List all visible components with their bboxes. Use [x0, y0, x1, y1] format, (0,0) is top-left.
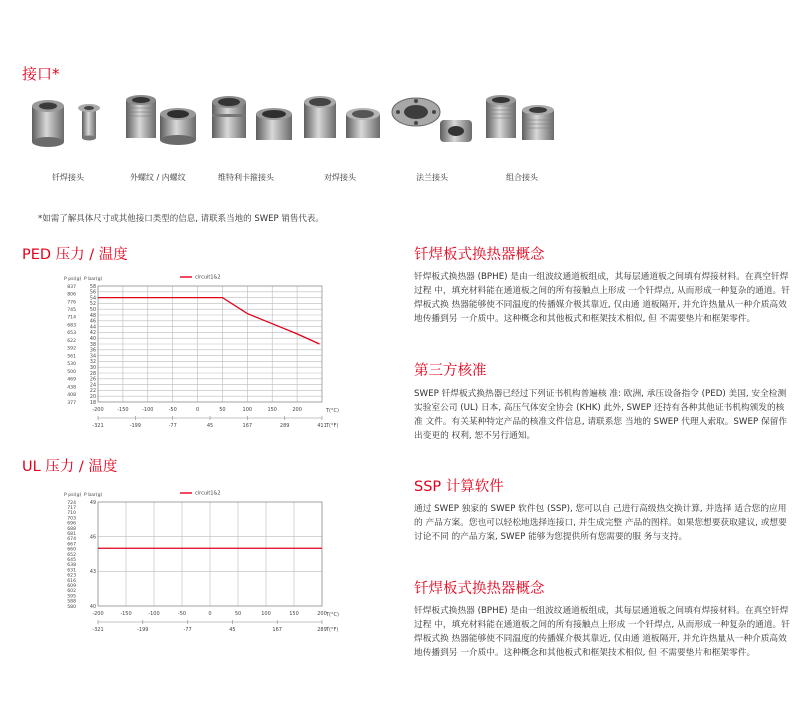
ul-chart-title: UL 压力 / 温度	[22, 459, 118, 475]
x2-tick-label: 167	[272, 627, 282, 633]
y2-tick-label: 580	[67, 604, 76, 610]
y-axis-label: P bar(g)	[84, 493, 103, 498]
y2-tick-label: 530	[67, 362, 76, 368]
x2-tick-label: -321	[92, 423, 104, 429]
y2-axis-label: P psi(g)	[64, 277, 82, 282]
x-tick-label: 150	[267, 407, 277, 413]
bphe-concept-text: 钎焊板式换热器 (BPHE) 是由一组波纹通道板组成，其每层通道板之间填有焊接材料。在真空钎焊过程 中，填充材料能在通道板之间的所有接触点上形成 一个钎焊点, 从而形成一种复杂的通道。钎焊板式换 热器能够使不同温度的传播媒介极其靠近, 仅由通 道板隔开, 并允许热量从一种介质高效地传播到另 一介质中。这种概念和其他板式和框架技术相似, 但 不需要垫片和框架零件。	[414, 272, 790, 324]
x-tick-label: 50	[234, 611, 242, 617]
ul-chart-svg	[30, 480, 350, 642]
y-tick-label: 34	[89, 354, 96, 360]
y-tick-label: 40	[89, 337, 96, 342]
y2-tick-label: 438	[67, 385, 76, 391]
x2-tick-label: -321	[92, 627, 104, 633]
legend-label: circuit1&2	[195, 274, 221, 281]
y2-tick-label: 469	[67, 377, 76, 383]
y-tick-label: 38	[89, 342, 96, 348]
y2-tick-label: 652	[67, 552, 76, 558]
x-tick-label: 0	[208, 611, 212, 617]
y-tick-label: 48	[89, 313, 96, 319]
y2-tick-label: 837	[67, 284, 76, 290]
connection-label-brazed: 钎焊接头	[52, 173, 84, 182]
x-tick-label: 0	[195, 407, 200, 413]
y-tick-label: 42	[89, 331, 96, 337]
y2-tick-label: 710	[67, 511, 76, 517]
x2-tick-label: 289	[279, 423, 290, 429]
y2-tick-label: 667	[67, 542, 76, 548]
y-tick-label: 32	[89, 360, 96, 366]
y-tick-label: 30	[89, 366, 96, 371]
x2-axis-label: T(°F)	[326, 627, 339, 633]
x2-tick-label: -199	[129, 423, 142, 429]
y2-tick-label: 408	[67, 393, 76, 399]
x2-tick-label: 45	[229, 627, 236, 633]
y2-tick-label: 745	[67, 308, 76, 313]
x-tick-label: -150	[117, 407, 129, 413]
y2-tick-label: 561	[67, 354, 76, 360]
x2-tick-label: 289	[317, 627, 327, 633]
connection-label-combination: 组合接头	[506, 173, 538, 182]
y2-tick-label: 660	[67, 547, 76, 553]
x-tick-label: 200	[292, 407, 302, 413]
ped-chart	[30, 266, 350, 438]
ped-chart-svg	[30, 266, 350, 434]
y2-tick-label: 622	[67, 338, 76, 344]
y-tick-label: 26	[89, 377, 96, 383]
y2-tick-label: 688	[67, 526, 76, 532]
x-tick-label: 50	[219, 407, 226, 413]
y-tick-label: 52	[89, 302, 96, 308]
victaulic-connection-icon	[208, 92, 300, 150]
y2-tick-label: 595	[67, 594, 76, 600]
y2-tick-label: 806	[67, 292, 76, 298]
approvals-text: SWEP 钎焊板式换热器已经过下列证书机构普遍核 准: 欧洲, 承压设备指令 (PED) 美国, 安全检测实验室公司 (UL) 日本, 高压气体安全协会 (KHK) 此外, SWEP 还持有各种其他证书机构颁发的核准 文件。有关某种特定产品的核准文件信息, 请联系您 当地的 SWEP 代理人索取。SWEP 保留作出变更的 权利, 恕不另行通知。	[414, 389, 788, 441]
y2-tick-label: 500	[67, 369, 76, 375]
y-tick-label: 43	[89, 570, 96, 576]
bphe-concept-title: 钎焊板式换热器概念	[414, 247, 545, 263]
connection-label-victaulic: 维特利卡箍接头	[218, 173, 274, 182]
y2-tick-label: 653	[67, 331, 76, 337]
y2-tick-label: 717	[67, 506, 76, 511]
y2-tick-label: 631	[67, 568, 76, 574]
y2-tick-label: 696	[67, 521, 76, 527]
y-tick-label: 50	[89, 308, 96, 313]
x-tick-label: -50	[168, 407, 177, 413]
ssp-title: SSP 计算软件	[414, 479, 504, 495]
ssp-text: 通过 SWEP 独家的 SWEP 软件包 (SSP), 您可以自 己进行高级热交换计算, 并选择 适合您的应用的 产品方案。您也可以轻松地选择连接口, 并生成完整 产品的图样。如果您想要获取建议, 或想要讨论不同 的产品方案, SWEP 能够为您提供所有您需要的服 务与支持。	[414, 504, 787, 542]
x-tick-label: 100	[242, 407, 253, 413]
y2-axis-label: P psi(g)	[64, 493, 82, 498]
legend-label: circuit1&2	[195, 490, 221, 497]
x2-tick-label: 411	[317, 423, 327, 429]
brazed-connection-icon	[28, 92, 110, 150]
y-tick-label: 46	[89, 535, 96, 541]
y-tick-label: 54	[89, 296, 96, 302]
ul-chart	[30, 480, 350, 646]
y2-tick-label: 609	[67, 584, 76, 589]
y-axis-label: P bar(g)	[84, 277, 103, 282]
y-tick-label: 46	[89, 319, 96, 325]
x2-tick-label: 167	[242, 423, 253, 429]
x-tick-label: 150	[289, 611, 299, 617]
y2-tick-label: 616	[67, 578, 76, 584]
x2-tick-label: 45	[206, 423, 214, 429]
y-tick-label: 58	[89, 284, 96, 290]
x-axis-label: T(°C)	[326, 408, 339, 414]
combination-connection-icon	[482, 92, 560, 150]
x-tick-label: -100	[148, 611, 160, 617]
x2-axis-label: T(°F)	[326, 423, 339, 429]
x-tick-label: -100	[142, 407, 154, 413]
y2-tick-label: 645	[67, 558, 76, 563]
x2-tick-label: -77	[183, 627, 192, 633]
y2-tick-label: 588	[67, 599, 76, 605]
connection-label-threaded: 外螺纹 / 内螺纹	[130, 173, 186, 182]
y-tick-label: 56	[89, 290, 96, 296]
weld-connection-icon	[300, 92, 386, 150]
ped-chart-title: PED 压力 / 温度	[22, 247, 128, 263]
y-tick-label: 40	[89, 604, 96, 610]
y2-tick-label: 714	[67, 315, 76, 321]
y-tick-label: 44	[89, 325, 96, 331]
x-tick-label: -200	[92, 611, 104, 617]
y-tick-label: 22	[89, 389, 96, 395]
y2-tick-label: 674	[67, 537, 76, 543]
approvals-title: 第三方核准	[414, 363, 487, 379]
x2-tick-label: -77	[168, 423, 177, 429]
connection-label-weld: 对焊接头	[324, 173, 356, 182]
y2-tick-label: 681	[67, 532, 76, 537]
x-tick-label: 200	[317, 611, 327, 617]
bphe-concept-text-2: 钎焊板式换热器 (BPHE) 是由一组波纹通道板组成，其每层通道板之间填有焊接材料。在真空钎焊过程 中，填充材料能在通道板之间的所有接触点上形成 一个钎焊点, 从而形成一种复杂的通道。钎焊板式换 热器能够使不同温度的传播媒介极其靠近, 仅由通 道板隔开, 并允许热量从一种介质高效地传播到另 一介质中。这种概念和其他板式和框架技术相似, 但 不需要垫片和框架零件。	[414, 606, 790, 658]
y2-tick-label: 377	[67, 400, 76, 406]
y2-tick-label: 703	[67, 516, 76, 522]
y2-tick-label: 776	[67, 300, 76, 306]
y-tick-label: 49	[89, 500, 96, 506]
threaded-connection-icon	[120, 92, 204, 150]
x-tick-label: -200	[92, 407, 104, 413]
y-tick-label: 28	[89, 371, 96, 377]
x2-tick-label: -199	[137, 627, 149, 633]
y-tick-label: 18	[89, 400, 96, 406]
flange-connection-icon	[388, 92, 480, 150]
bphe-concept-title-2: 钎焊板式换热器概念	[414, 581, 545, 597]
y-tick-label: 36	[89, 348, 96, 354]
y2-tick-label: 683	[67, 323, 76, 329]
y-tick-label: 20	[89, 395, 96, 400]
x-tick-label: -50	[177, 611, 187, 617]
x-tick-label: 100	[261, 611, 271, 617]
connection-label-flange: 法兰接头	[416, 173, 448, 182]
y2-tick-label: 623	[67, 573, 76, 579]
x-tick-label: -150	[120, 611, 132, 617]
x-axis-label: T(°C)	[326, 612, 339, 618]
y-tick-label: 24	[89, 383, 96, 389]
y2-tick-label: 724	[67, 500, 76, 506]
connections-title: 接口*	[22, 65, 60, 83]
y2-tick-label: 602	[67, 589, 76, 595]
y2-tick-label: 638	[67, 563, 76, 569]
y2-tick-label: 592	[67, 346, 76, 352]
connections-footnote: *如需了解具体尺寸或其他接口类型的信息, 请联系当地的 SWEP 销售代表。	[38, 214, 324, 224]
